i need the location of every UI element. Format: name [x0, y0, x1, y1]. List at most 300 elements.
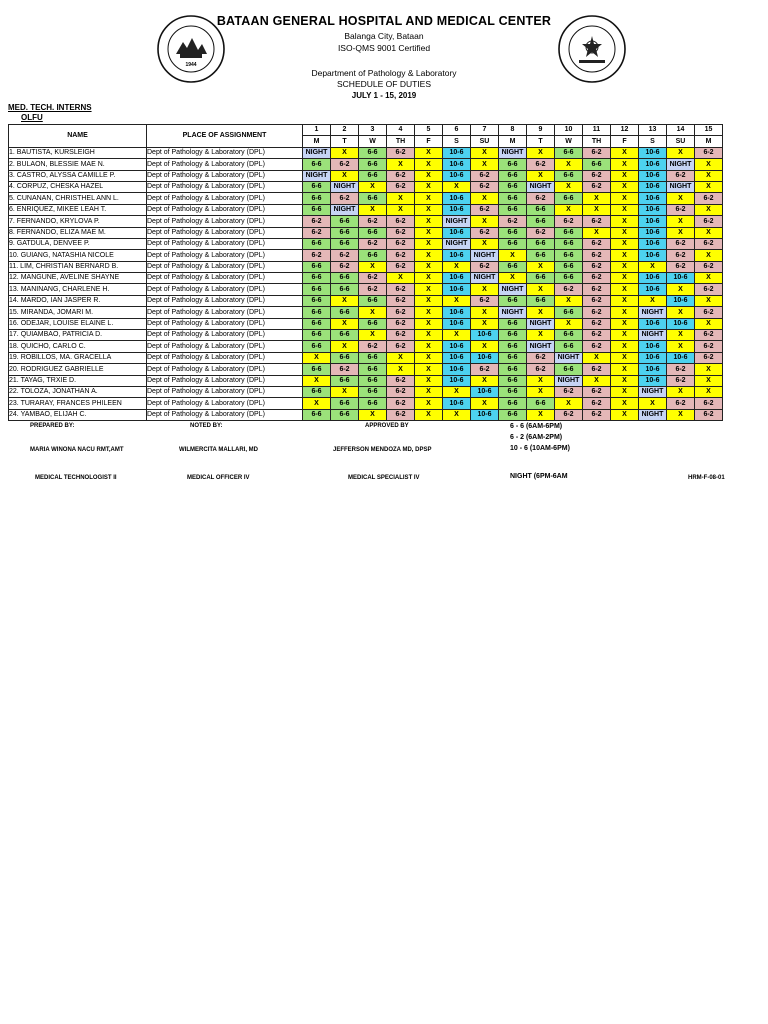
- shift-cell: 10-6: [639, 352, 667, 363]
- shift-cell: 6-2: [387, 318, 415, 329]
- shift-cell: X: [583, 375, 611, 386]
- shift-cell: 6-6: [359, 193, 387, 204]
- row-number: 5.: [9, 194, 15, 202]
- shift-cell: X: [695, 318, 723, 329]
- shift-cell: 6-6: [555, 307, 583, 318]
- row-number: 6.: [9, 206, 15, 214]
- shift-cell: NIGHT: [667, 181, 695, 192]
- shift-cell: 10-6: [667, 318, 695, 329]
- shift-cell: 10-6: [639, 375, 667, 386]
- shift-cell: 10-6: [639, 238, 667, 249]
- table-row: [9, 238, 723, 249]
- shift-cell: X: [527, 147, 555, 158]
- intern-name: CORPUZ, CHESKA HAZEL: [16, 183, 104, 191]
- shift-cell: 6-6: [303, 330, 331, 341]
- shift-cell: 6-6: [331, 409, 359, 420]
- row-number: 13.: [9, 285, 19, 293]
- shift-cell: NIGHT: [639, 307, 667, 318]
- table-row: [9, 159, 723, 170]
- shift-cell: X: [387, 159, 415, 170]
- legend-6-6: 6 - 6 (6AM-6PM): [510, 423, 563, 430]
- intern-name-cell: [9, 318, 147, 329]
- shift-cell: X: [471, 284, 499, 295]
- shift-cell: 6-2: [471, 227, 499, 238]
- table-row: [9, 147, 723, 158]
- table-row: [9, 352, 723, 363]
- shift-cell: NIGHT: [303, 170, 331, 181]
- shift-cell: 6-2: [583, 238, 611, 249]
- shift-cell: X: [639, 295, 667, 306]
- department-name: Department of Pathology & Laboratory: [311, 68, 457, 78]
- shift-cell: X: [555, 295, 583, 306]
- shift-cell: 6-2: [527, 193, 555, 204]
- shift-cell: X: [499, 250, 527, 261]
- intern-name: MANGUNE, AVELINE SHAYNE: [20, 274, 120, 282]
- shift-cell: 6-2: [583, 341, 611, 352]
- shift-cell: 10-6: [443, 307, 471, 318]
- intern-name-cell: [9, 216, 147, 227]
- shift-cell: 6-2: [387, 147, 415, 158]
- shift-cell: 6-6: [331, 216, 359, 227]
- shift-cell: 6-6: [555, 261, 583, 272]
- shift-cell: 6-6: [527, 398, 555, 409]
- intern-name-cell: [9, 330, 147, 341]
- place-of-assignment: Dept of Pathology & Laboratory (DPL): [147, 318, 303, 329]
- shift-cell: X: [583, 352, 611, 363]
- shift-cell: NIGHT: [555, 375, 583, 386]
- intern-name-cell: [9, 170, 147, 181]
- shift-cell: X: [415, 409, 443, 420]
- shift-cell: X: [583, 204, 611, 215]
- shift-cell: X: [611, 398, 639, 409]
- shift-cell: NIGHT: [331, 204, 359, 215]
- shift-cell: NIGHT: [499, 307, 527, 318]
- shift-cell: 10-6: [639, 284, 667, 295]
- shift-cell: 6-6: [303, 193, 331, 204]
- shift-cell: 6-6: [303, 261, 331, 272]
- shift-cell: X: [415, 364, 443, 375]
- row-number: 4.: [9, 183, 15, 191]
- day-number: 7: [471, 125, 499, 136]
- intern-name-cell: [9, 181, 147, 192]
- day-number: 6: [443, 125, 471, 136]
- shift-cell: 6-2: [583, 216, 611, 227]
- shift-cell: 6-6: [359, 227, 387, 238]
- shift-cell: 6-2: [555, 216, 583, 227]
- shift-cell: 10-6: [443, 204, 471, 215]
- shift-cell: X: [331, 170, 359, 181]
- shift-cell: 6-2: [555, 386, 583, 397]
- prepared-by-title: MEDICAL TECHNOLOGIST II: [35, 475, 117, 481]
- shift-cell: 6-6: [331, 352, 359, 363]
- shift-cell: 6-2: [695, 352, 723, 363]
- shift-cell: 6-2: [583, 284, 611, 295]
- place-of-assignment: Dept of Pathology & Laboratory (DPL): [147, 147, 303, 158]
- shift-cell: 6-2: [527, 352, 555, 363]
- shift-cell: 6-2: [387, 181, 415, 192]
- intern-name: CUNANAN, CHRISTHEL ANN L.: [16, 194, 119, 202]
- prepared-by-label: PREPARED BY:: [30, 423, 75, 429]
- shift-cell: 6-6: [555, 238, 583, 249]
- shift-cell: 6-6: [359, 398, 387, 409]
- shift-cell: X: [415, 398, 443, 409]
- shift-cell: X: [695, 227, 723, 238]
- shift-cell: 6-2: [303, 227, 331, 238]
- shift-cell: 6-6: [359, 375, 387, 386]
- shift-cell: X: [415, 307, 443, 318]
- shift-cell: 6-6: [331, 227, 359, 238]
- intern-name: MARDO, IAN JASPER R.: [20, 297, 101, 305]
- shift-cell: X: [331, 295, 359, 306]
- shift-cell: NIGHT: [555, 352, 583, 363]
- shift-cell: 6-2: [471, 204, 499, 215]
- table-row: [9, 181, 723, 192]
- shift-cell: 6-2: [555, 284, 583, 295]
- duty-schedule-table: [8, 124, 723, 421]
- shift-cell: 6-6: [499, 341, 527, 352]
- shift-cell: 6-6: [555, 227, 583, 238]
- shift-cell: X: [583, 193, 611, 204]
- shift-cell: 6-6: [499, 261, 527, 272]
- shift-cell: X: [443, 330, 471, 341]
- shift-cell: 6-6: [331, 330, 359, 341]
- shift-cell: 6-6: [527, 295, 555, 306]
- shift-cell: X: [611, 307, 639, 318]
- shift-cell: 10-6: [639, 216, 667, 227]
- shift-cell: 6-6: [555, 147, 583, 158]
- shift-cell: 10-6: [443, 193, 471, 204]
- shift-cell: 6-6: [555, 341, 583, 352]
- intern-name: QUICHO, CARLO C.: [20, 342, 86, 350]
- shift-cell: 6-2: [695, 284, 723, 295]
- shift-cell: X: [611, 364, 639, 375]
- shift-cell: 6-6: [303, 159, 331, 170]
- shift-cell: X: [639, 398, 667, 409]
- place-of-assignment: Dept of Pathology & Laboratory (DPL): [147, 261, 303, 272]
- place-of-assignment: Dept of Pathology & Laboratory (DPL): [147, 227, 303, 238]
- shift-cell: 6-2: [331, 159, 359, 170]
- shift-cell: 6-2: [387, 375, 415, 386]
- shift-cell: 6-6: [499, 364, 527, 375]
- shift-cell: X: [443, 295, 471, 306]
- shift-cell: 6-2: [387, 409, 415, 420]
- shift-cell: 6-2: [667, 261, 695, 272]
- shift-cell: X: [415, 238, 443, 249]
- place-of-assignment: Dept of Pathology & Laboratory (DPL): [147, 341, 303, 352]
- row-number: 1.: [9, 149, 15, 157]
- intern-name-cell: [9, 386, 147, 397]
- shift-cell: X: [415, 341, 443, 352]
- shift-cell: 10-6: [443, 352, 471, 363]
- shift-cell: 6-2: [695, 216, 723, 227]
- shift-cell: 6-6: [555, 193, 583, 204]
- place-of-assignment: Dept of Pathology & Laboratory (DPL): [147, 170, 303, 181]
- shift-cell: X: [695, 273, 723, 284]
- shift-cell: 6-6: [555, 250, 583, 261]
- shift-cell: NIGHT: [303, 147, 331, 158]
- shift-cell: 6-6: [499, 330, 527, 341]
- shift-cell: 6-6: [499, 204, 527, 215]
- shift-cell: X: [695, 375, 723, 386]
- shift-cell: 10-6: [639, 364, 667, 375]
- shift-cell: NIGHT: [499, 284, 527, 295]
- shift-cell: 10-6: [443, 364, 471, 375]
- shift-cell: 6-2: [331, 261, 359, 272]
- shift-cell: 10-6: [443, 341, 471, 352]
- shift-cell: NIGHT: [471, 250, 499, 261]
- shift-cell: X: [331, 386, 359, 397]
- intern-name: LIM, CHRISTIAN BERNARD B.: [20, 263, 119, 271]
- shift-cell: X: [415, 181, 443, 192]
- intern-name-cell: [9, 238, 147, 249]
- weekday: T: [527, 136, 555, 147]
- shift-cell: 6-2: [695, 330, 723, 341]
- shift-cell: X: [415, 352, 443, 363]
- shift-cell: X: [611, 295, 639, 306]
- row-number: 7.: [9, 217, 15, 225]
- table-row: [9, 193, 723, 204]
- shift-cell: 6-2: [583, 364, 611, 375]
- weekday: T: [331, 136, 359, 147]
- shift-cell: 6-6: [359, 159, 387, 170]
- shift-cell: X: [611, 216, 639, 227]
- shift-cell: NIGHT: [331, 181, 359, 192]
- shift-cell: NIGHT: [527, 341, 555, 352]
- shift-cell: 6-6: [359, 318, 387, 329]
- shift-cell: 10-6: [443, 284, 471, 295]
- intern-name-cell: [9, 250, 147, 261]
- intern-name: GUIANG, NATASHIA NICOLE: [20, 251, 114, 259]
- place-of-assignment: Dept of Pathology & Laboratory (DPL): [147, 216, 303, 227]
- shift-cell: 10-6: [667, 295, 695, 306]
- weekday: F: [415, 136, 443, 147]
- shift-cell: 6-6: [527, 204, 555, 215]
- shift-cell: 6-2: [583, 273, 611, 284]
- hospital-name: BATAAN GENERAL HOSPITAL AND MEDICAL CENTER: [216, 14, 552, 28]
- shift-cell: 10-6: [639, 204, 667, 215]
- place-of-assignment: Dept of Pathology & Laboratory (DPL): [147, 284, 303, 295]
- shift-cell: X: [611, 181, 639, 192]
- shift-cell: 10-6: [639, 170, 667, 181]
- shift-cell: 10-6: [639, 159, 667, 170]
- intern-name-cell: [9, 295, 147, 306]
- shift-cell: X: [667, 147, 695, 158]
- day-number: 9: [527, 125, 555, 136]
- approved-by-name: JEFFERSON MENDOZA MD, DPSP: [333, 447, 432, 453]
- shift-cell: 6-2: [387, 216, 415, 227]
- shift-cell: 6-2: [583, 386, 611, 397]
- day-number: 2: [331, 125, 359, 136]
- shift-cell: 6-2: [583, 409, 611, 420]
- shift-cell: NIGHT: [443, 238, 471, 249]
- group-label: MED. TECH. INTERNS: [8, 103, 92, 112]
- shift-cell: X: [555, 204, 583, 215]
- shift-cell: X: [471, 318, 499, 329]
- table-row: [9, 318, 723, 329]
- shift-cell: X: [667, 341, 695, 352]
- weekday: TH: [387, 136, 415, 147]
- day-number: 8: [499, 125, 527, 136]
- shift-cell: X: [667, 216, 695, 227]
- legend-night: NIGHT (6PM-6AM: [510, 473, 568, 480]
- shift-cell: X: [303, 375, 331, 386]
- shift-cell: 6-2: [387, 330, 415, 341]
- intern-name-cell: [9, 193, 147, 204]
- intern-name: BULAON, BLESSIE MAE N.: [16, 160, 105, 168]
- shift-cell: 6-2: [583, 318, 611, 329]
- shift-cell: X: [667, 227, 695, 238]
- shift-cell: X: [387, 273, 415, 284]
- shift-cell: X: [443, 261, 471, 272]
- shift-cell: 6-2: [387, 295, 415, 306]
- shift-cell: 6-6: [303, 295, 331, 306]
- shift-cell: X: [471, 238, 499, 249]
- shift-cell: X: [611, 227, 639, 238]
- shift-cell: 6-6: [527, 250, 555, 261]
- shift-cell: 6-2: [695, 261, 723, 272]
- shift-cell: 6-2: [583, 250, 611, 261]
- intern-name-cell: [9, 341, 147, 352]
- shift-cell: 6-2: [695, 147, 723, 158]
- shift-cell: X: [471, 159, 499, 170]
- table-row: [9, 250, 723, 261]
- shift-cell: 6-6: [303, 307, 331, 318]
- shift-cell: X: [527, 284, 555, 295]
- intern-name-cell: [9, 352, 147, 363]
- shift-cell: X: [611, 170, 639, 181]
- shift-cell: 6-6: [499, 398, 527, 409]
- place-of-assignment: Dept of Pathology & Laboratory (DPL): [147, 364, 303, 375]
- shift-cell: 10-6: [667, 273, 695, 284]
- shift-cell: X: [667, 284, 695, 295]
- table-row: [9, 375, 723, 386]
- shift-cell: X: [471, 147, 499, 158]
- shift-cell: 10-6: [639, 318, 667, 329]
- shift-cell: 6-6: [359, 352, 387, 363]
- shift-cell: X: [443, 181, 471, 192]
- intern-name: MANINANG, CHARLENE H.: [20, 285, 110, 293]
- shift-cell: 6-6: [499, 227, 527, 238]
- shift-cell: 6-2: [387, 250, 415, 261]
- shift-cell: X: [695, 159, 723, 170]
- place-column-header: PLACE OF ASSIGNMENT: [147, 125, 303, 148]
- table-row: [9, 170, 723, 181]
- shift-cell: 10-6: [639, 181, 667, 192]
- shift-cell: X: [695, 204, 723, 215]
- shift-cell: X: [331, 341, 359, 352]
- place-of-assignment: Dept of Pathology & Laboratory (DPL): [147, 330, 303, 341]
- shift-cell: 6-2: [359, 238, 387, 249]
- shift-cell: X: [471, 398, 499, 409]
- shift-cell: X: [527, 261, 555, 272]
- shift-cell: X: [471, 307, 499, 318]
- shift-cell: X: [415, 284, 443, 295]
- intern-name: ODEJAR, LOUISE ELAINE L.: [20, 320, 114, 328]
- shift-cell: 6-6: [359, 386, 387, 397]
- intern-name: TOLOZA, JONATHAN A.: [20, 388, 98, 396]
- shift-cell: X: [359, 204, 387, 215]
- shift-cell: 6-2: [667, 250, 695, 261]
- intern-name: MIRANDA, JOMARI M.: [20, 308, 94, 316]
- shift-cell: X: [611, 250, 639, 261]
- shift-cell: 6-2: [387, 398, 415, 409]
- intern-name: ROBILLOS, MA. GRACELLA: [20, 354, 112, 362]
- shift-cell: 6-2: [695, 193, 723, 204]
- shift-cell: 6-6: [331, 238, 359, 249]
- shift-cell: 6-2: [667, 364, 695, 375]
- intern-name-cell: [9, 227, 147, 238]
- row-number: 17.: [9, 331, 19, 339]
- intern-name-cell: [9, 261, 147, 272]
- shift-cell: 6-2: [667, 375, 695, 386]
- shift-cell: 6-2: [331, 250, 359, 261]
- certification: ISO-QMS 9001 Certified: [337, 43, 431, 53]
- row-number: 11.: [9, 263, 19, 271]
- row-number: 2.: [9, 160, 15, 168]
- intern-name-cell: [9, 273, 147, 284]
- shift-cell: X: [359, 409, 387, 420]
- noted-by-label: NOTED BY:: [190, 423, 223, 429]
- shift-cell: X: [415, 386, 443, 397]
- shift-cell: X: [387, 204, 415, 215]
- shift-cell: 6-6: [303, 284, 331, 295]
- shift-cell: 6-6: [303, 409, 331, 420]
- table-row: [9, 330, 723, 341]
- shift-cell: X: [415, 318, 443, 329]
- shift-cell: 6-6: [499, 295, 527, 306]
- row-number: 3.: [9, 171, 15, 179]
- shift-cell: 6-2: [471, 170, 499, 181]
- row-number: 18.: [9, 342, 19, 350]
- place-of-assignment: Dept of Pathology & Laboratory (DPL): [147, 159, 303, 170]
- row-number: 15.: [9, 308, 19, 316]
- row-number: 19.: [9, 354, 19, 362]
- shift-cell: X: [415, 295, 443, 306]
- shift-cell: X: [667, 330, 695, 341]
- shift-cell: 10-6: [443, 273, 471, 284]
- shift-cell: 6-2: [555, 409, 583, 420]
- shift-cell: X: [555, 318, 583, 329]
- shift-cell: 6-2: [695, 341, 723, 352]
- day-number: 15: [695, 125, 723, 136]
- shift-cell: X: [611, 193, 639, 204]
- intern-name-cell: [9, 307, 147, 318]
- shift-cell: X: [443, 409, 471, 420]
- document-title: SCHEDULE OF DUTIES: [337, 79, 431, 89]
- shift-cell: X: [415, 375, 443, 386]
- shift-cell: X: [667, 409, 695, 420]
- shift-cell: X: [695, 364, 723, 375]
- shift-cell: 6-2: [387, 284, 415, 295]
- row-number: 23.: [9, 399, 19, 407]
- shift-cell: 6-6: [359, 250, 387, 261]
- shift-cell: 6-2: [331, 364, 359, 375]
- shift-cell: X: [611, 159, 639, 170]
- shift-cell: X: [527, 375, 555, 386]
- table-row: [9, 386, 723, 397]
- shift-cell: 6-6: [331, 307, 359, 318]
- shift-cell: X: [611, 341, 639, 352]
- shift-cell: 6-2: [695, 238, 723, 249]
- day-number: 13: [639, 125, 667, 136]
- shift-cell: X: [695, 295, 723, 306]
- shift-cell: X: [415, 204, 443, 215]
- place-of-assignment: Dept of Pathology & Laboratory (DPL): [147, 295, 303, 306]
- shift-cell: X: [527, 170, 555, 181]
- day-number: 5: [415, 125, 443, 136]
- intern-name: BAUTISTA, KURSLEIGH: [16, 149, 95, 157]
- shift-cell: 6-2: [667, 238, 695, 249]
